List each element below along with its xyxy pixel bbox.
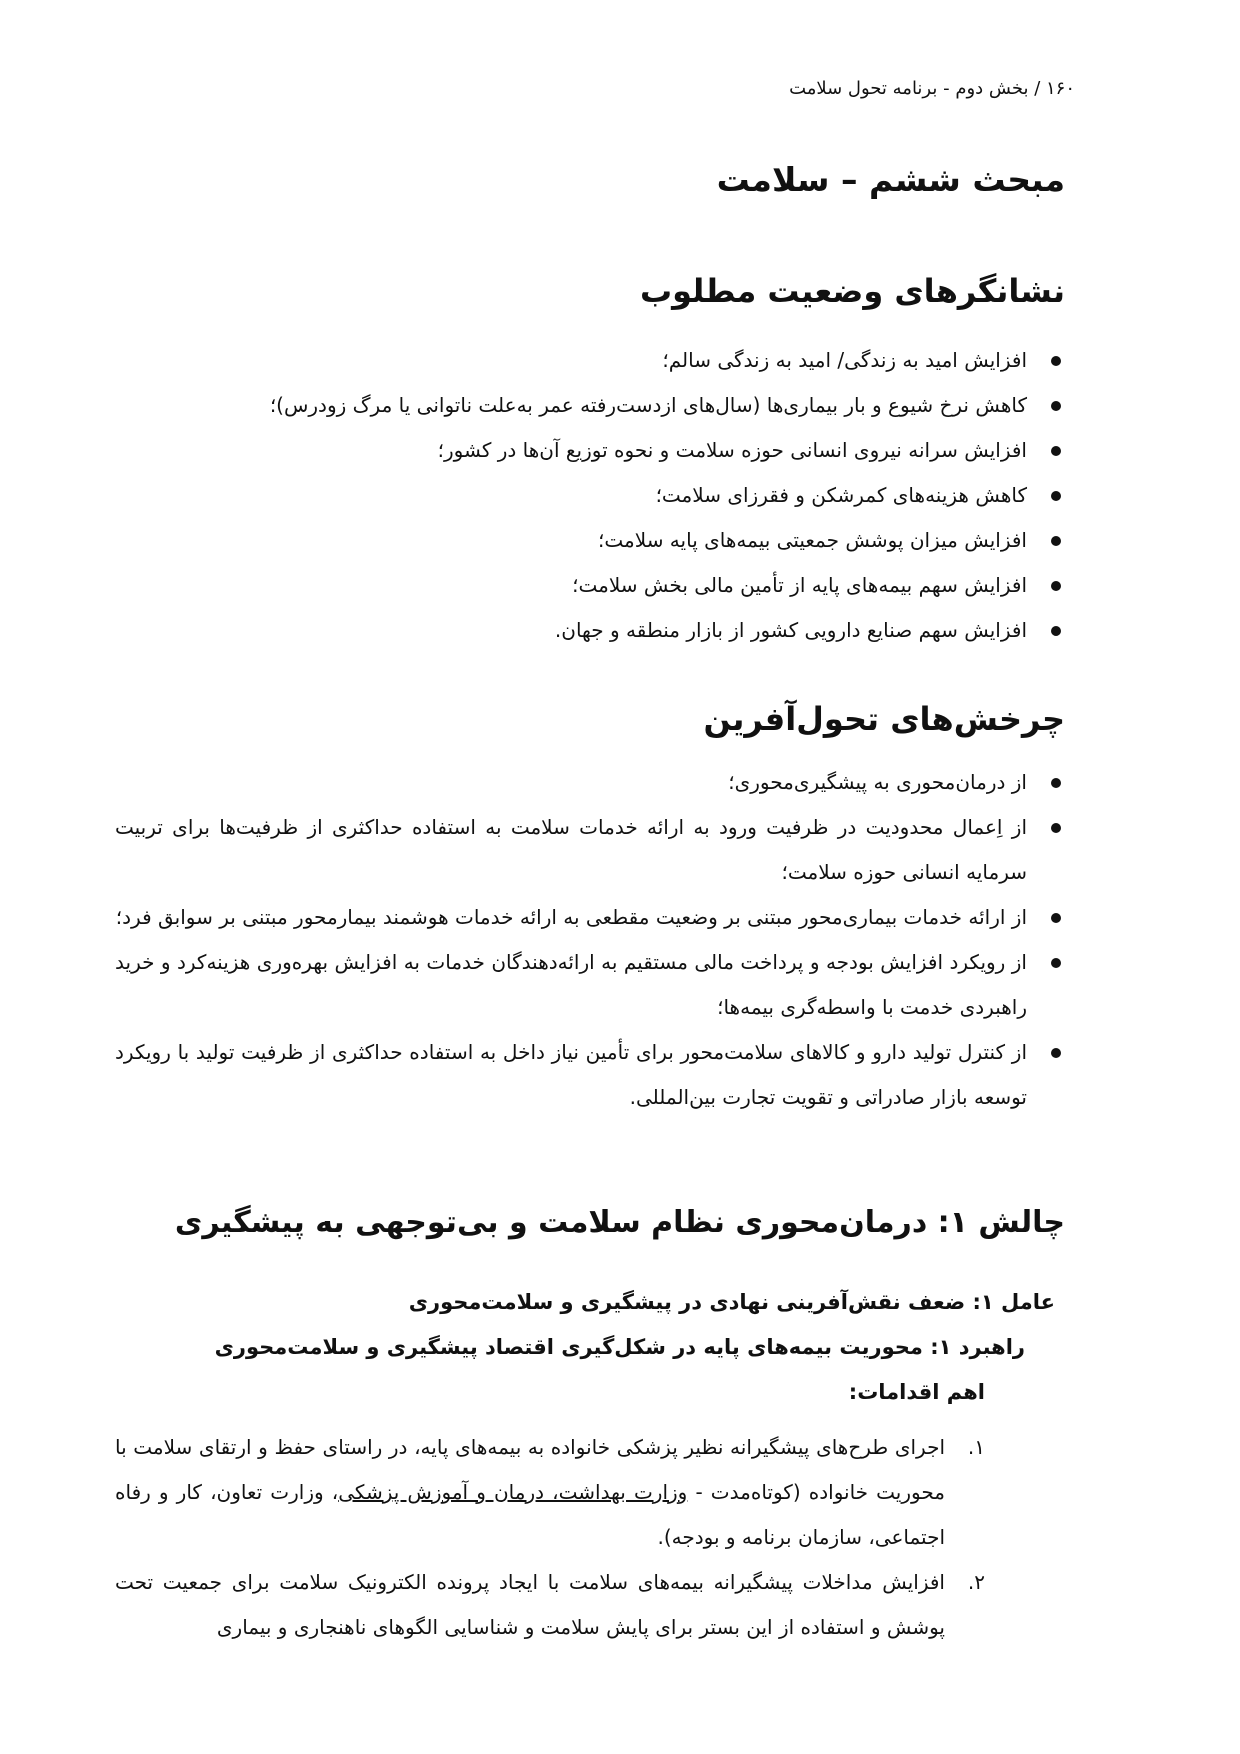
list-item-text: افزایش میزان پوشش جمعیتی بیمه‌های پایه سلامت؛: [598, 528, 1027, 552]
bullet-icon: [1051, 491, 1061, 501]
bullet-icon: [1051, 401, 1061, 411]
list-item-text: افزایش سهم بیمه‌های پایه از تأمین مالی بخش سلامت؛: [572, 573, 1027, 597]
list-item-text: کاهش هزینه‌های کمرشکن و فقرزای سلامت؛: [655, 483, 1027, 507]
bullet-icon: [1051, 913, 1061, 923]
shifts-list: [115, 760, 1065, 1120]
list-item-text: از ارائه خدمات بیماری‌محور مبتنی بر وضعیت مقطعی به ارائه خدمات هوشمند بیمارمحور مبتنی بر سوابق فرد؛: [115, 905, 1027, 929]
ministry-of-health-underlined: وزارت بهداشت، درمان و آموزش پزشکی: [338, 1480, 688, 1504]
action-text: افزایش مداخلات پیشگیرانه بیمه‌های سلامت با ایجاد پرونده الکترونیک سلامت برای جمعیت تحت پوشش و استفاده از این بستر برای پایش سلامت و شناسایی الگوهای ناهنجاری و بیماری: [115, 1570, 945, 1639]
bullet-icon: [1051, 778, 1061, 788]
bullet-icon: [1051, 626, 1061, 636]
list-item-text: از درمان‌محوری به پیشگیری‌محوری؛: [728, 770, 1027, 794]
list-item-text: از رویکرد افزایش بودجه و پرداخت مالی مستقیم به ارائه‌دهندگان خدمات به افزایش بهره‌وری هزینه‌کرد و خرید راهبردی خدمت با واسطه‌گری بیمه‌ها؛: [115, 950, 1027, 1019]
list-item: [115, 428, 1065, 473]
list-item: [115, 473, 1065, 518]
list-item: [115, 760, 1065, 805]
list-item: [115, 1030, 1065, 1120]
challenge-heading: چالش ۱: درمان‌محوری نظام سلامت و بی‌توجهی به پیشگیری: [174, 1205, 1065, 1240]
indicators-heading: نشانگرهای وضعیت مطلوب: [639, 272, 1065, 310]
list-item: [115, 383, 1065, 428]
strategy-heading: راهبرد ۱: محوریت بیمه‌های پایه در شکل‌گیری اقتصاد پیشگیری و سلامت‌محوری: [214, 1335, 1025, 1359]
list-item-text: از کنترل تولید دارو و کالاهای سلامت‌محور برای تأمین نیاز داخل به استفاده حداکثری از ظرفیت تولید با رویکرد توسعه بازار صادراتی و تقویت تجارت بین‌المللی.: [115, 1040, 1027, 1109]
item-number: ۲.: [967, 1570, 985, 1594]
indicators-list: [115, 338, 1065, 653]
list-item: [115, 608, 1065, 653]
list-item-text: کاهش نرخ شیوع و بار بیماری‌ها (سال‌های ازدست‌رفته عمر به‌علت ناتوانی یا مرگ زودرس)؛: [269, 393, 1027, 417]
bullet-icon: [1051, 536, 1061, 546]
actions-list: [115, 1425, 985, 1650]
list-item: [115, 563, 1065, 608]
running-header: ۱۶۰ / بخش دوم - برنامه تحول سلامت: [789, 78, 1075, 99]
bullet-icon: [1051, 581, 1061, 591]
list-item-text: افزایش امید به زندگی/ امید به زندگی سالم؛: [662, 348, 1027, 372]
action-text-after: ، وزارت تعاون، کار و رفاه اجتماعی، سازمان برنامه و بودجه).: [115, 1480, 945, 1549]
list-item-text: از اِعمال محدودیت در ظرفیت ورود به ارائه خدمات سلامت به استفاده حداکثری از ظرفیت‌ها برای تربیت سرمایه انسانی حوزه سلامت؛: [115, 815, 1027, 884]
list-item: [115, 518, 1065, 563]
bullet-icon: [1051, 356, 1061, 366]
list-item: [115, 940, 1065, 1030]
actions-heading: اهم اقدامات:: [848, 1380, 985, 1404]
bullet-icon: [1051, 1048, 1061, 1058]
shifts-heading: چرخش‌های تحول‌آفرین: [703, 700, 1065, 738]
action-text-before: اجرای طرح‌های پیشگیرانه نظیر پزشکی خانواده به بیمه‌های پایه، در راستای حفظ و ارتقای سلامت با محوریت خانواده (کوتاه‌مدت -: [115, 1435, 945, 1504]
bullet-icon: [1051, 958, 1061, 968]
bullet-icon: [1051, 823, 1061, 833]
bullet-icon: [1051, 446, 1061, 456]
list-item: [115, 338, 1065, 383]
list-item: [115, 805, 1065, 895]
list-item: [115, 1425, 985, 1560]
topic-title: مبحث ششم – سلامت: [716, 160, 1065, 199]
list-item-text: افزایش سرانه نیروی انسانی حوزه سلامت و نحوه توزیع آن‌ها در کشور؛: [437, 438, 1027, 462]
item-number: ۱.: [967, 1435, 985, 1459]
list-item: [115, 895, 1065, 940]
list-item: [115, 1560, 985, 1650]
factor-heading: عامل ۱: ضعف نقش‌آفرینی نهادی در پیشگیری و سلامت‌محوری: [408, 1290, 1055, 1314]
list-item-text: افزایش سهم صنایع دارویی کشور از بازار منطقه و جهان.: [554, 618, 1027, 642]
